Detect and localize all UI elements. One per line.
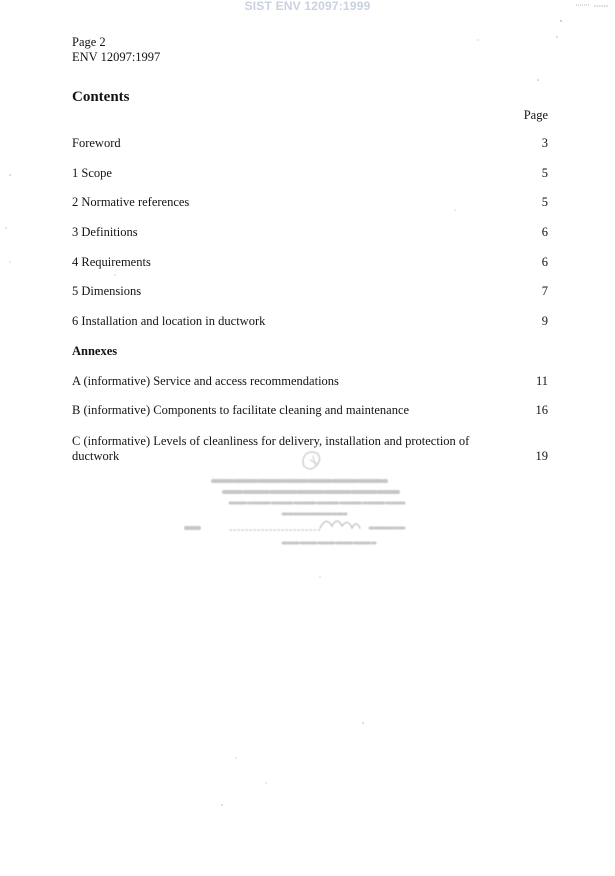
official-stamp (180, 450, 415, 550)
toc-entry-label-line: ductwork (72, 448, 120, 463)
toc-entry-annex-a (72, 373, 548, 403)
toc-entry-scope (72, 165, 548, 195)
table-of-contents (72, 135, 548, 464)
toc-entry-page: 5 (541, 195, 548, 210)
toc-entry-page: 6 (541, 254, 548, 269)
toc-entry-page: 3 (541, 136, 548, 150)
annexes-heading-label: Annexes (72, 343, 118, 358)
toc-entry-normative-references (72, 194, 548, 224)
document-watermark: SIST ENV 12097:1999 (244, 0, 371, 13)
toc-entry-page: 7 (541, 284, 548, 299)
toc-entry-label: Foreword (72, 136, 121, 150)
toc-entry-page: 5 (541, 165, 548, 180)
toc-entry-label: 4 Requirements (72, 254, 151, 269)
page-number-label: Page 2 (72, 35, 106, 49)
toc-entry-requirements (72, 254, 548, 284)
toc-entry-installation (72, 313, 548, 343)
toc-entry-page: 6 (541, 225, 548, 240)
toc-entry-label: B (informative) Components to facilitate cleaning and maintenance (72, 403, 410, 418)
toc-entry-label: 5 Dimensions (72, 284, 142, 299)
toc-entry-label: 6 Installation and location in ductwork (72, 314, 266, 329)
toc-entry-dimensions (72, 283, 548, 313)
page-header (72, 35, 160, 65)
toc-entry-label: A (informative) Service and access recommendations (72, 373, 339, 388)
toc-entry-page: 9 (541, 314, 548, 329)
toc-entry-label-line: C (informative) Levels of cleanliness for delivery, installation and protection of (72, 433, 470, 448)
document-id: ENV 12097:1997 (72, 50, 161, 64)
toc-entry-annex-b (72, 402, 548, 432)
toc-entry-page: 19 (535, 448, 548, 463)
toc-entry-label: 3 Definitions (72, 225, 138, 240)
toc-entry-foreword (72, 135, 548, 165)
toc-entry-page: 11 (535, 373, 548, 388)
toc-entry-label: 2 Normative references (72, 195, 190, 210)
toc-entry-definitions (72, 224, 548, 254)
page-column-heading: Page (523, 108, 548, 122)
contents-title: Contents (72, 89, 130, 105)
toc-entry-page: 16 (535, 403, 548, 418)
annexes-heading (72, 343, 548, 373)
toc-entry-label: 1 Scope (72, 165, 112, 180)
